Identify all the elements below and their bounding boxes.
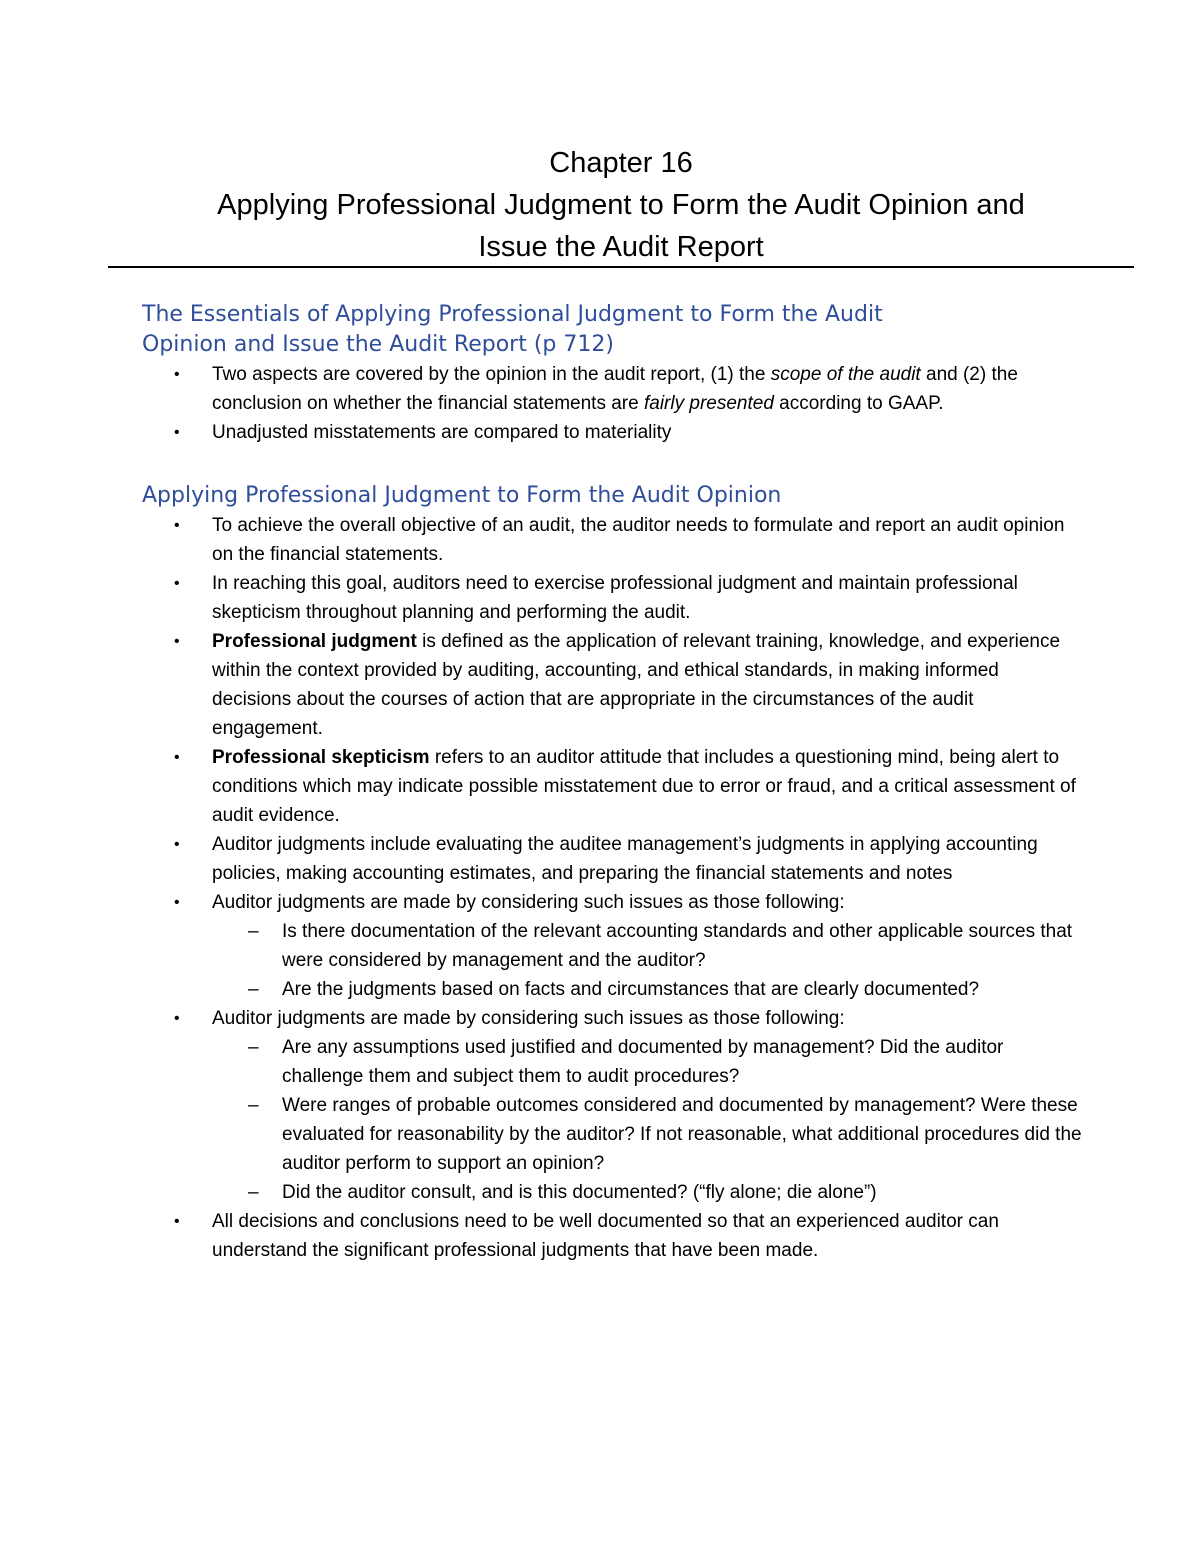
sub-list (212, 917, 1082, 1004)
bullet-icon: • (174, 366, 180, 383)
bullet-icon: • (174, 517, 180, 534)
bullet-icon: • (174, 894, 180, 911)
section-applying (142, 481, 1082, 1265)
dash-icon: – (248, 1095, 259, 1116)
sub-list-item: – Did the auditor consult, and is this documented? (“fly alone; die alone”) (212, 1178, 1082, 1207)
section-heading-line-1: The Essentials of Applying Professional Judgment to Form the Audit (142, 302, 883, 327)
bullet-icon: • (174, 1213, 180, 1230)
list-item: • Auditor judgments are made by considering such issues as those following: – Is there documentation of the relevant accounting standards and other applicable sources that were considered by management and the auditor? – Are the judgments based on facts and circumstances that are clearly documented? (142, 888, 1082, 1004)
bullet-icon: • (174, 633, 180, 650)
list-item: • Professional judgment is defined as the application of relevant training, knowledge, and experience within the context provided by auditing, accounting, and ethical standards, in making informed decisions about the courses of action that are appropriate in the circumstances of the audit engagement. (142, 627, 1082, 743)
chapter-number: Chapter 16 (549, 147, 693, 179)
section-heading-essentials (142, 300, 1082, 360)
bullet-icon: • (174, 836, 180, 853)
sub-list (212, 1033, 1082, 1207)
bullet-list (142, 511, 1082, 1265)
bullet-icon: • (174, 1010, 180, 1027)
chapter-header (108, 142, 1134, 268)
sub-list-item: – Are any assumptions used justified and documented by management? Did the auditor challenge them and subject them to audit procedures? (212, 1033, 1082, 1091)
sub-list-item: – Were ranges of probable outcomes considered and documented by management? Were these evaluated for reasonability by the auditor? If not reasonable, what additional procedures did the auditor perform to support an opinion? (212, 1091, 1082, 1178)
dash-icon: – (248, 1182, 259, 1203)
bullet-list (142, 360, 1082, 447)
bullet-icon: • (174, 749, 180, 766)
section-essentials (142, 300, 1082, 447)
bold-term: Professional skepticism (212, 747, 430, 768)
list-item: • Auditor judgments are made by considering such issues as those following: – Are any assumptions used justified and documented by management? Did the auditor challenge them and subject them to audit procedures? – Were ranges of probable outcomes considered and documented by management? Were these evaluated for reasonability by the auditor? If not reasonable, what additional procedures did the auditor perform to support an opinion? – Did the auditor consult, and is this documented? (“fly alone; die alone”) (142, 1004, 1082, 1207)
list-item: • Professional skepticism refers to an auditor attitude that includes a questioning mind, being alert to conditions which may indicate possible misstatement due to error or fraud, and a critical assessment of audit evidence. (142, 743, 1082, 830)
section-heading-applying: Applying Professional Judgment to Form the Audit Opinion (142, 483, 782, 508)
chapter-title-line-2: Issue the Audit Report (478, 231, 764, 263)
sub-list-item: – Are the judgments based on facts and circumstances that are clearly documented? (212, 975, 1082, 1004)
bullet-icon: • (174, 575, 180, 592)
dash-icon: – (248, 1037, 259, 1058)
list-item: • Auditor judgments include evaluating the auditee management’s judgments in applying accounting policies, making accounting estimates, and preparing the financial statements and notes (142, 830, 1082, 888)
header-divider (108, 266, 1134, 268)
chapter-title-line-1: Applying Professional Judgment to Form the Audit Opinion and (217, 189, 1025, 221)
list-item: • Two aspects are covered by the opinion in the audit report, (1) the scope of the audit and (2) the conclusion on whether the financial statements are fairly presented according to GAAP. (142, 360, 1082, 418)
dash-icon: – (248, 979, 259, 1000)
sub-list-item: – Is there documentation of the relevant accounting standards and other applicable sources that were considered by management and the auditor? (212, 917, 1082, 975)
list-item: • All decisions and conclusions need to be well documented so that an experienced auditor can understand the significant professional judgments that have been made. (142, 1207, 1082, 1265)
section-heading-line-2: Opinion and Issue the Audit Report (p 712) (142, 332, 614, 357)
list-item: • In reaching this goal, auditors need to exercise professional judgment and maintain professional skepticism throughout planning and performing the audit. (142, 569, 1082, 627)
document-body (142, 300, 1082, 1299)
dash-icon: – (248, 921, 259, 942)
bullet-icon: • (174, 424, 180, 441)
list-item: • To achieve the overall objective of an audit, the auditor needs to formulate and report an audit opinion on the financial statements. (142, 511, 1082, 569)
list-item: • Unadjusted misstatements are compared to materiality (142, 418, 1082, 447)
italic-term: scope of the audit (770, 364, 921, 385)
bold-term: Professional judgment (212, 631, 417, 652)
italic-term: fairly presented (643, 393, 774, 414)
